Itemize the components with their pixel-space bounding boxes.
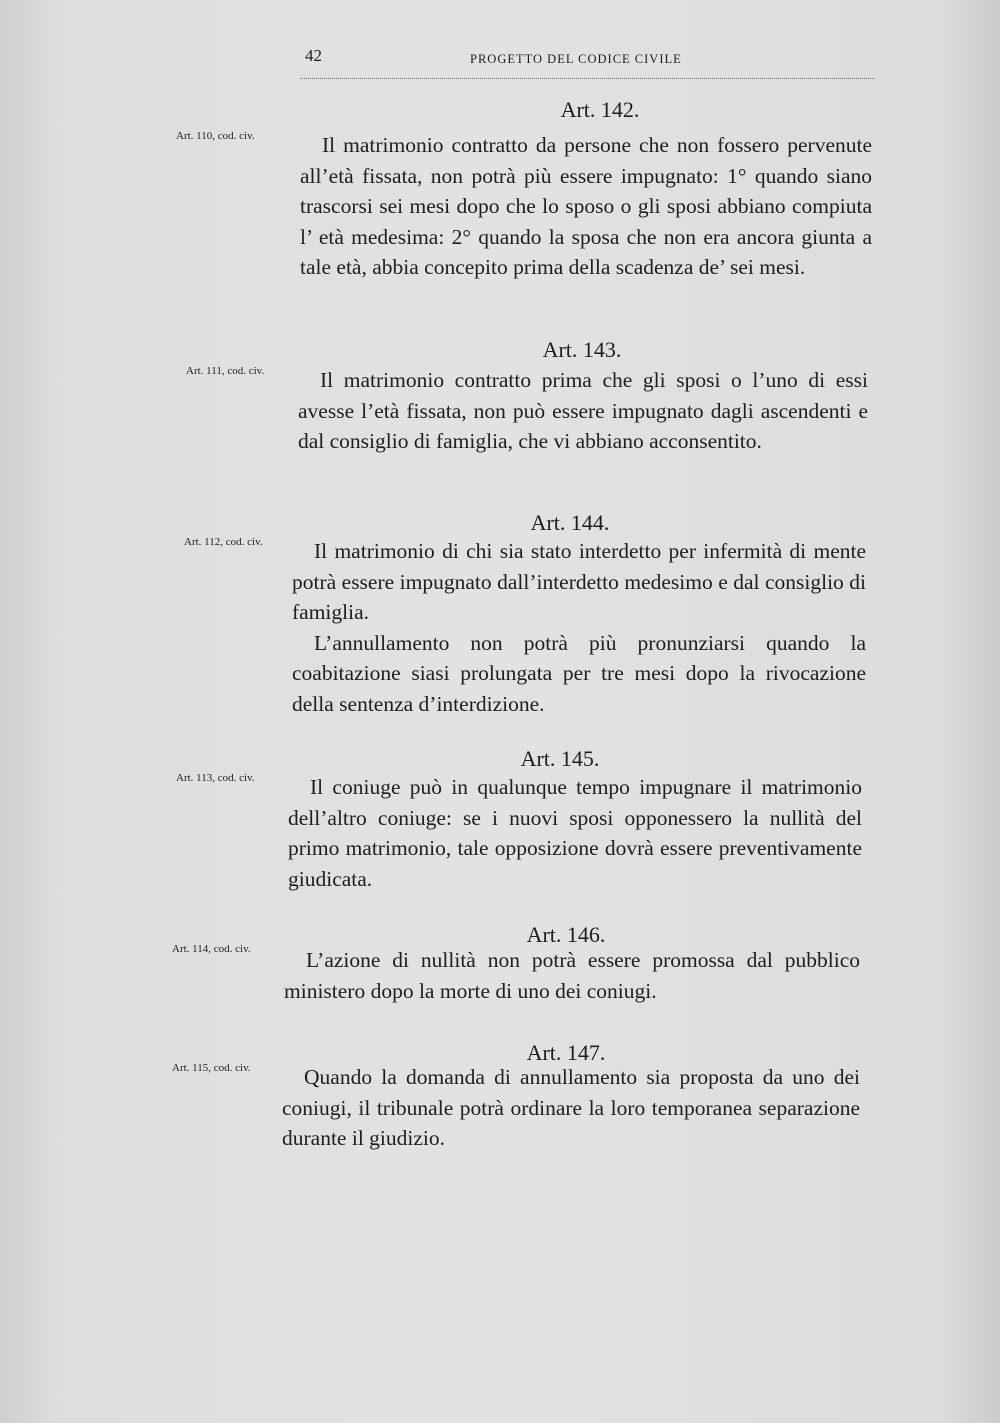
article-title: Art. 144. bbox=[530, 510, 610, 535]
article-body bbox=[282, 1062, 860, 1154]
article-paragraph: Il matrimonio contratto prima che gli sposi o l’uno di essi avesse l’età fissata, non può essere impugnato dagli ascendenti e dal consiglio di famiglia, che vi abbiano acconsentito. bbox=[298, 368, 868, 453]
margin-note: Art. 112, cod. civ. bbox=[184, 536, 263, 548]
article-body bbox=[300, 130, 872, 283]
article-paragraph: L’annullamento non potrà più pronunziarsi quando la coabitazione siasi prolungata per tre mesi dopo la rivocazione della sentenza d’interdizione. bbox=[292, 630, 866, 716]
page-header bbox=[300, 40, 875, 79]
article-paragraph: Il matrimonio contratto da persone che non fossero pervenute all’età fissata, non potrà più essere impugnato: 1° quando siano trascorsi sei mesi dopo che lo sposo o gli sposi abbiano compiuta l’ età medesima: 2° quando la sposa che non era ancora giunta a tale età, abbia concepito prima della scadenza de’ sei mesi. bbox=[300, 133, 872, 279]
margin-note: Art. 110, cod. civ. bbox=[176, 130, 255, 142]
article-body bbox=[298, 365, 868, 457]
article-body bbox=[288, 772, 862, 894]
article-title: Art. 143. bbox=[542, 337, 622, 362]
article-title: Art. 145. bbox=[520, 746, 600, 771]
margin-note: Art. 114, cod. civ. bbox=[172, 943, 251, 955]
article-title: Art. 142. bbox=[560, 97, 640, 122]
margin-note: Art. 111, cod. civ. bbox=[186, 365, 265, 377]
page-number: 42 bbox=[305, 46, 322, 65]
article-body bbox=[284, 945, 860, 1006]
article-title: Art. 146. bbox=[526, 922, 606, 947]
article-title: Art. 147. bbox=[526, 1040, 606, 1065]
article-paragraph: Il coniuge può in qualunque tempo impugnare il matrimonio dell’altro coniuge: se i nuovi sposi opponessero la nullità del primo matrimonio, tale opposizione dovrà essere preventivamente giudicata. bbox=[288, 775, 862, 891]
margin-note: Art. 113, cod. civ. bbox=[176, 772, 255, 784]
margin-note: Art. 115, cod. civ. bbox=[172, 1062, 251, 1074]
article-paragraph: Il matrimonio di chi sia stato interdetto per infermità di mente potrà essere impugnato dall’interdetto medesimo e dal consiglio di famiglia. bbox=[292, 539, 866, 624]
running-title: PROGETTO DEL CODICE CIVILE bbox=[470, 52, 682, 66]
article-paragraph: L’azione di nullità non potrà essere promossa dal pubblico ministero dopo la morte di uno dei coniugi. bbox=[284, 948, 860, 1003]
article-paragraph: Quando la domanda di annullamento sia proposta da uno dei coniugi, il tribunale potrà ordinare la loro temporanea separazione durante il giudizio. bbox=[282, 1065, 860, 1150]
article-body bbox=[292, 536, 866, 719]
